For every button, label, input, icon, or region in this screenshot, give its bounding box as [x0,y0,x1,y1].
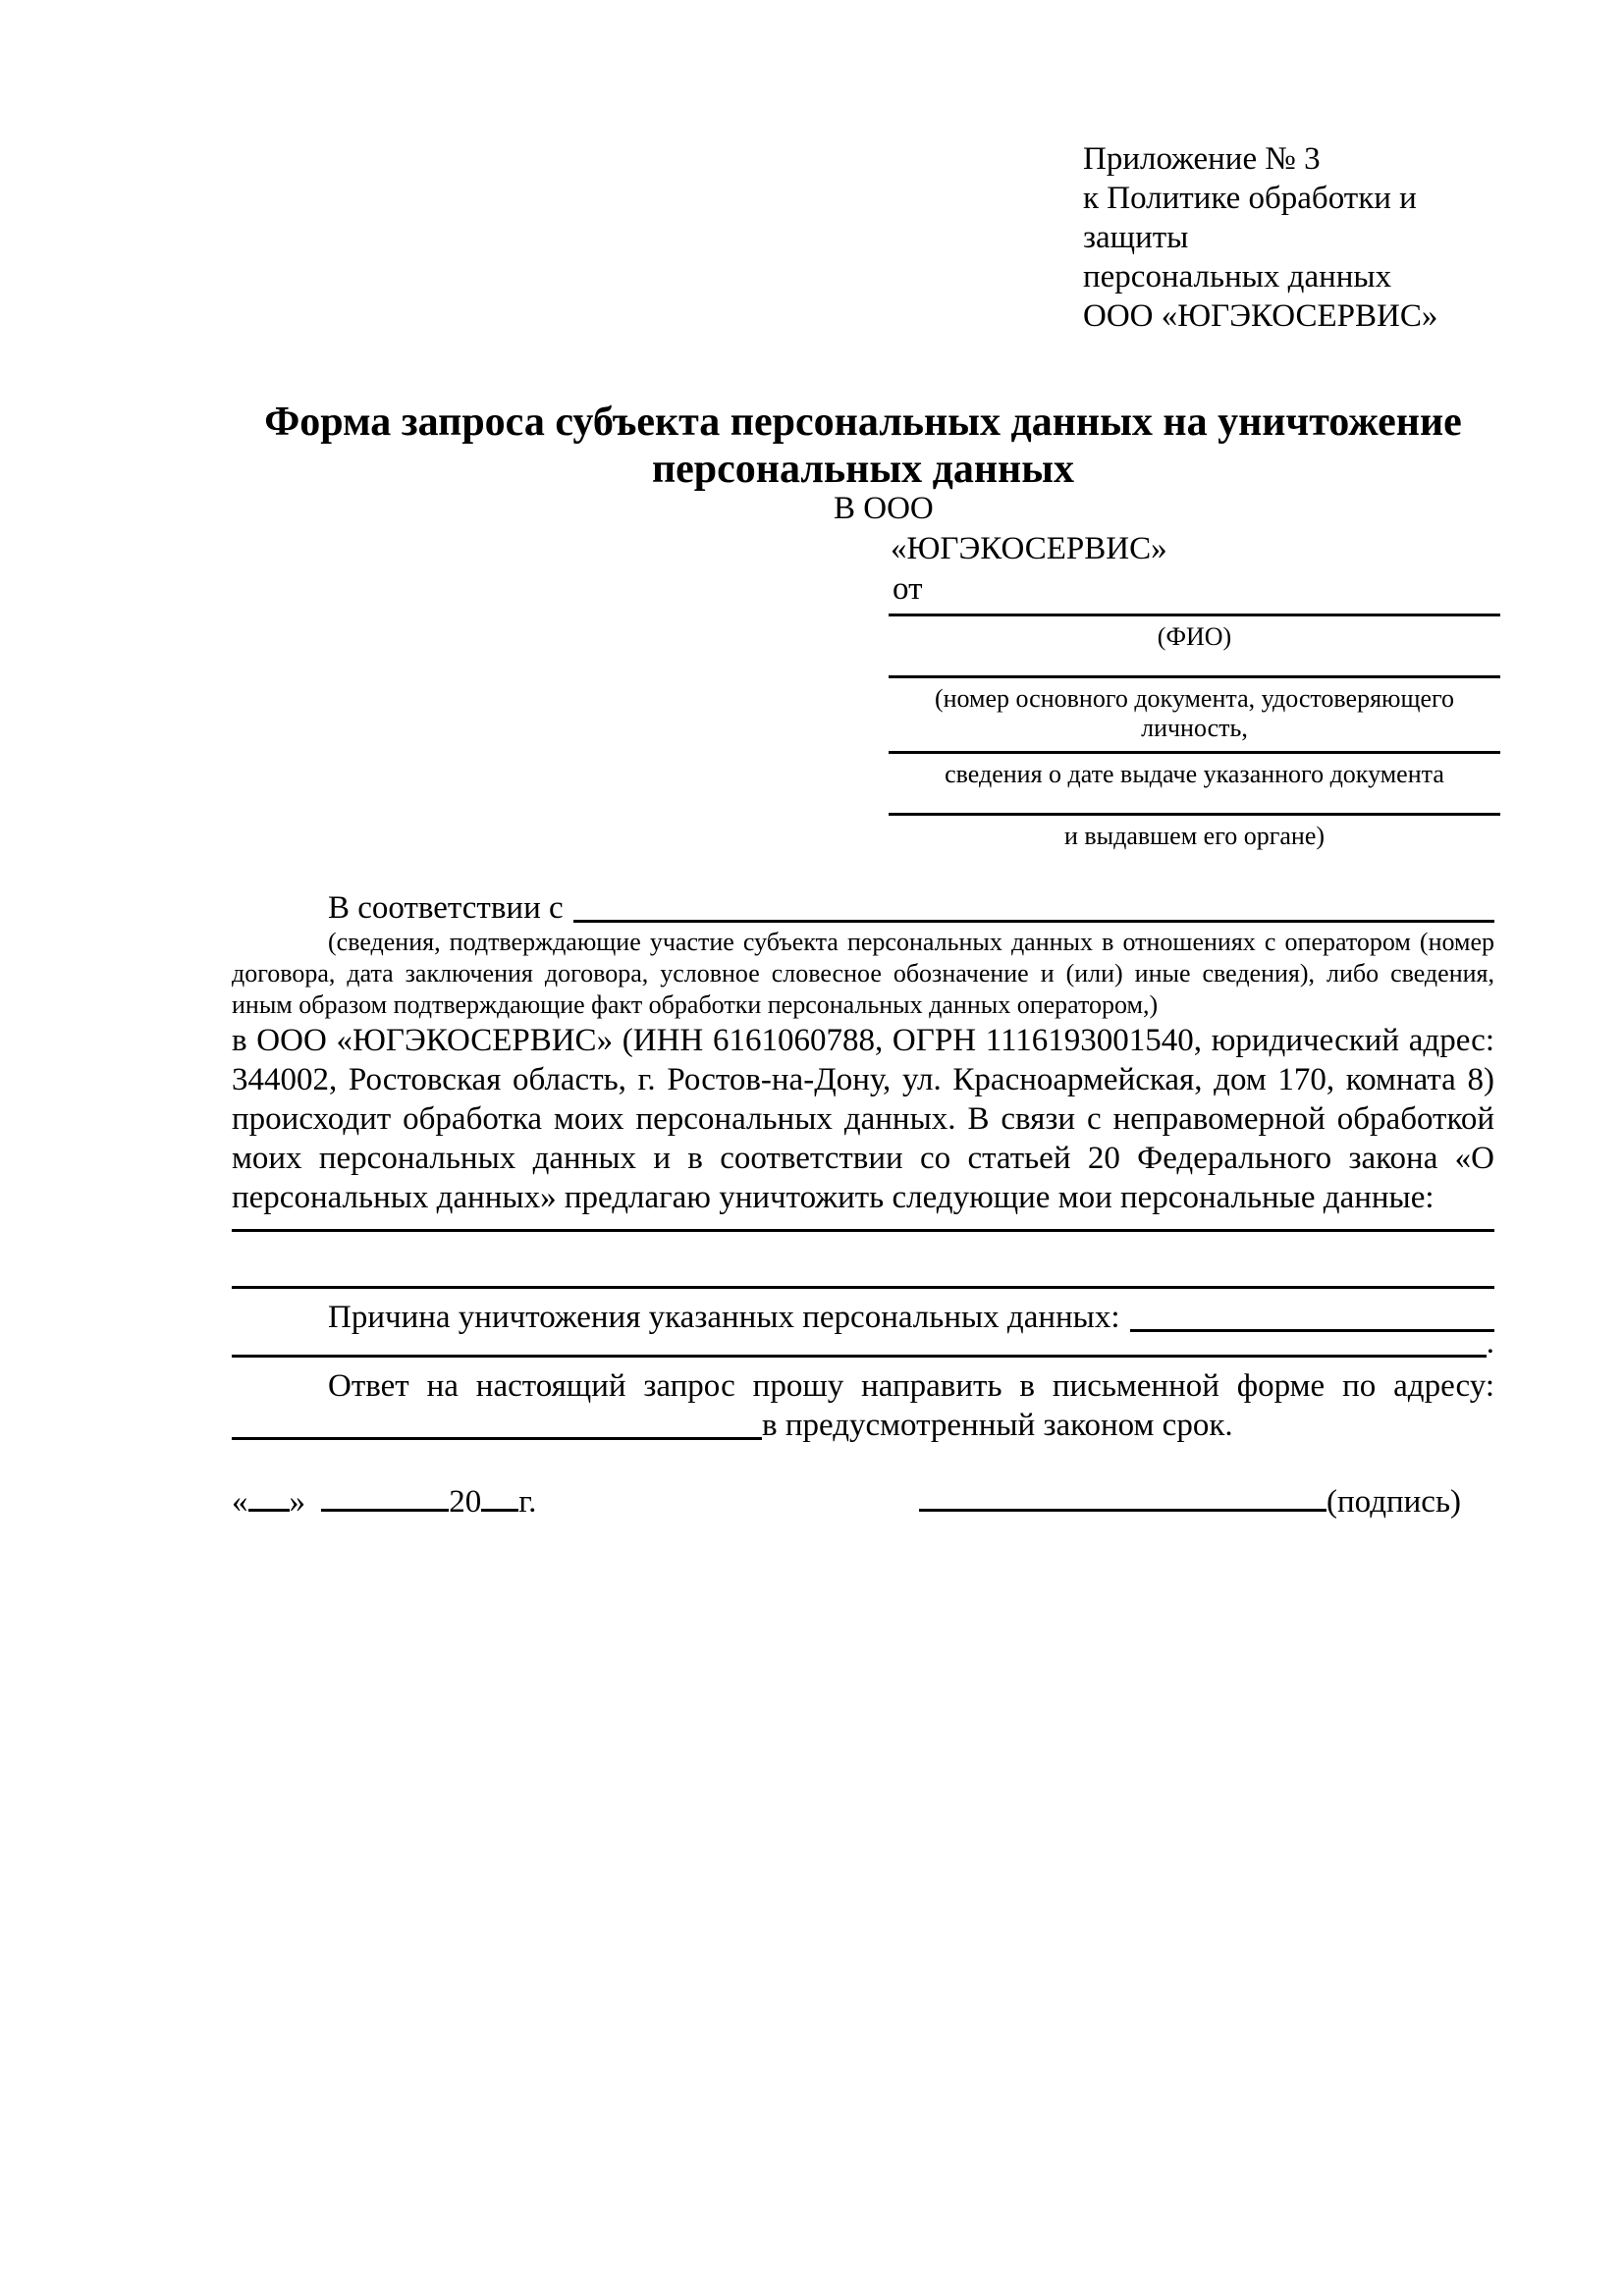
answer-sentence: Ответ на настоящий запрос прошу направить в письменной форме по адресу: [328,1368,1494,1404]
date-open-quote: « [232,1484,248,1520]
appendix-line: ООО «ЮГЭКОСЕРВИС» [1083,298,1438,334]
signature-blank-line [919,1509,1326,1512]
appendix-line: персональных данных [1083,259,1392,294]
issuer-blank-line [889,813,1500,816]
doc-number-blank-line [889,675,1500,678]
addressee-in-ooo: В ООО [834,491,934,526]
appendix-block [1083,139,1515,336]
from-label: от [893,571,923,607]
year-prefix: 20 [449,1484,482,1520]
fio-blank-line [889,614,1500,616]
document-title: Форма запроса субъекта персональных данных на уничтожение персональных данных [264,400,1462,492]
main-paragraph: в ООО «ЮГЭКОСЕРВИС» (ИНН 6161060788, ОГРН 1116193001540, юридический адрес: 344002, Ростовская область, г. Ростов-на-Дону, ул. Красноармейская, дом 170, комната 8) происходит обработка моих персональных данных. В связи с неправомерной обработкой моих персональных данных и в соответствии со статьей 20 Федерального закона «О персональных данных» предлагаю уничтожить следующие мои персональные данные: [232,1023,1494,1215]
doc-number-label: (номер основного документа, удостоверяющего личность, [934,684,1455,742]
fio-label: (ФИО) [1157,622,1232,651]
issue-date-label: сведения о дате выдаче указанного документа [945,760,1444,788]
answer-tail: в предусмотренный законом срок. [762,1408,1233,1443]
day-blank [248,1509,290,1512]
accordance-prefix: В соответствии с [328,890,564,926]
accordance-blank-line [573,888,1494,923]
reason-continuation-row [232,1323,1494,1362]
data-blank-line-1 [232,1229,1494,1232]
issuer-label: и выдавшем его органе) [1063,822,1326,850]
appendix-line: к Политике обработки и защиты [1083,181,1417,255]
year-suffix: г. [518,1484,537,1520]
note-text: (сведения, подтверждающие участие субъекта персональных данных в отношениях с оператором (номер договора, дата заключения договора, условное словесное обозначение и (или) иные сведения), либо сведения, иным образом подтверждающие факт обработки персональных данных оператором,) [232,928,1494,1019]
reason-prefix: Причина уничтожения указанных персональных данных: [328,1300,1120,1335]
company-name: «ЮГЭКОСЕРВИС» [891,531,1167,566]
signature-group [919,1482,1461,1522]
date-signature-row [232,1482,1494,1528]
period-mark: . [1486,1325,1494,1361]
accordance-row [232,888,1494,928]
month-blank [321,1509,449,1512]
reason-continuation-blank-line [232,1323,1487,1358]
data-blank-line-2 [232,1286,1494,1289]
date-group [232,1482,536,1522]
answer-address-blank-line [232,1437,762,1440]
year-blank [481,1509,518,1512]
signature-label: (подпись) [1326,1484,1461,1520]
appendix-line: Приложение № 3 [1083,141,1321,177]
answer-address-row [232,1406,1494,1445]
date-close-quote: » [289,1484,305,1520]
issue-date-blank-line [889,751,1500,754]
